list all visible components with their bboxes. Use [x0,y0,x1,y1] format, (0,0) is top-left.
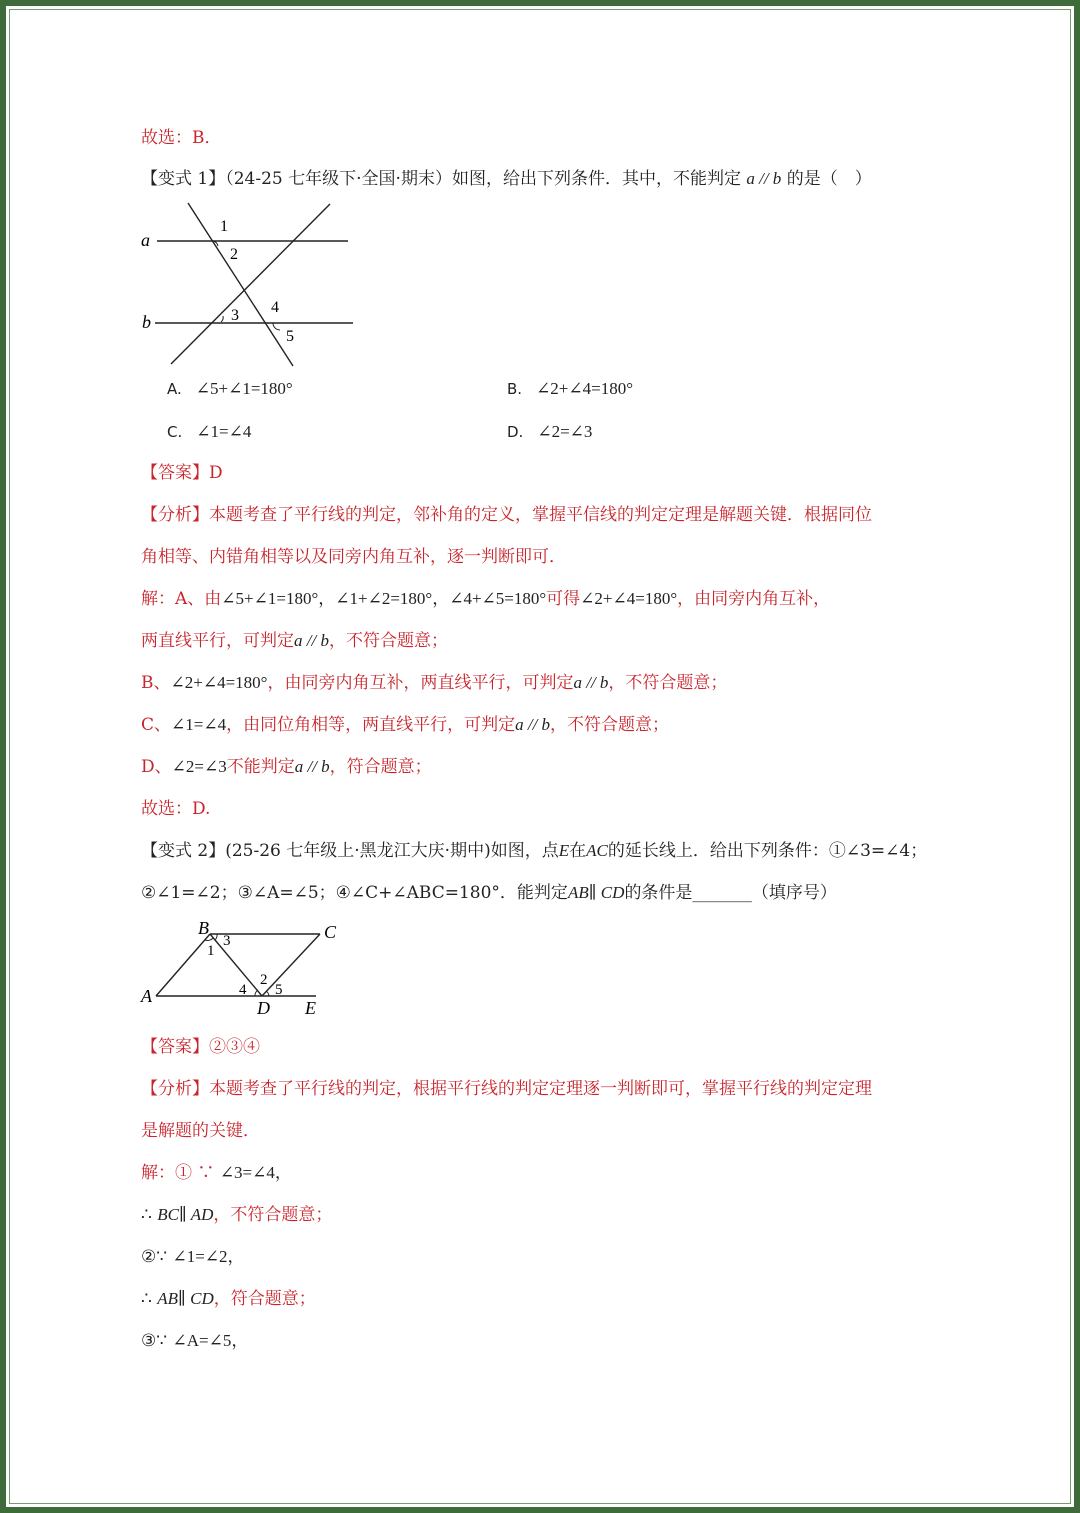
v1-label-2: 2 [230,246,238,263]
v2-label-d: D [257,998,270,1018]
sol-a2-math: a // b [294,631,329,650]
v1-label-3: 3 [231,307,239,324]
v2-analysis-1-text: 【分析】本题考查了平行线的判定，根据平行线的判定定理逐一判断即可，掌握平行线的判定定理 [141,1079,872,1099]
v2-analysis-2-text: 是解题的关键． [141,1121,260,1141]
v2-figure [138,916,348,1020]
v1-choose-text: 故选：D. [141,799,211,819]
v2-segment-bd [210,934,262,996]
option-d-expr: ∠2=∠3 [537,422,593,441]
sol-d-mid: 不能判定 [226,757,295,777]
v1-option-d[interactable] [507,420,592,444]
v2-conditions: ②∠1=∠2；③∠A=∠5；④∠C+∠ABC=180°．能判定 [141,883,568,903]
option-c-expr: ∠1=∠4 [196,422,252,441]
sol-d-math-2: a // b [294,757,330,776]
v1-question-math: a // b [746,169,782,188]
v1-transversal-2 [171,204,330,364]
sol-c-mid: ，由同位角相等，两直线平行，可判定 [226,715,516,735]
v2-point-e: E [558,841,570,860]
v2-label-b: B [198,918,209,938]
v1-figure [135,198,365,370]
sol-b-mid: ，由同旁内角互补，两直线平行，可判定 [267,673,574,693]
v1-answer [141,461,223,485]
option-c-tag: C. [167,423,183,441]
option-d-tag: D. [507,423,524,441]
v1-label-b: b [142,312,151,332]
v2-step-1-prefix: 解：① ∵ [141,1163,220,1183]
v1-arc-3 [221,316,223,322]
v2-step-2-prefix: ∴ [141,1205,158,1225]
v2-step-2-math: BC∥ AD [157,1205,214,1224]
v1-question-tail: 的是（ ） [786,169,872,189]
v2-analysis-2 [141,1119,260,1143]
v2-label-e: E [305,998,316,1018]
sol-a-math-2: ∠2+∠4=180° [580,589,678,608]
sol-d-math: ∠2=∠3 [171,757,227,776]
v1-solution-b [141,671,727,695]
v2-question-math: AB∥ CD [567,883,625,902]
v2-arc-5 [266,991,269,996]
sol-a-mid: 可得 [546,589,581,609]
sol-c-tail: ，不符合题意； [550,715,670,735]
sol-b-prefix: B、 [141,673,171,693]
v2-step-4-math: AB∥ CD [157,1289,214,1308]
v2-arc-3 [215,934,217,940]
sol-b-tail: ，不符合题意； [608,673,728,693]
v2-tag: 【变式 2】 [141,841,226,861]
v2-step-5-tail: ， [231,1331,249,1351]
v1-option-b[interactable] [507,377,633,401]
v1-label-1: 1 [220,218,228,235]
v2-label-1: 1 [207,943,215,959]
sol-b-math: ∠2+∠4=180° [170,673,268,692]
v1-analysis-2-text: 角相等、内错角相等以及同旁内角互补，逐一判断即可． [141,547,566,567]
v2-label-c: C [324,922,337,942]
sol-c-math: ∠1=∠4 [171,715,227,734]
v2-label-5: 5 [275,982,283,998]
v2-step-5-prefix: ③∵ [141,1331,173,1351]
v2-step-2-tail: ，不符合题意； [213,1205,333,1225]
v2-answer-text: 【答案】②③④ [141,1037,260,1057]
v2-segment-ab [156,934,210,996]
v2-step-1-tail: ， [274,1163,292,1183]
v2-step-1 [141,1161,292,1185]
v1-solution-a-1 [141,587,830,611]
v1-solution-d [141,755,432,779]
v1-analysis-1-text: 【分析】本题考查了平行线的判定，邻补角的定义，掌握平信线的判定定理是解题关键．根据同位 [141,505,872,525]
sol-d-tail: ，符合题意； [329,757,432,777]
v2-answer [141,1035,260,1059]
v2-analysis-1 [141,1077,872,1101]
v2-step-3-tail: ， [227,1247,245,1267]
sol-a-math-1: ∠5+∠1=180°，∠1+∠2=180°，∠4+∠5=180° [221,589,547,608]
sol-b-math-2: a // b [573,673,609,692]
v1-label-a: a [141,230,150,250]
v2-step-4 [141,1287,316,1311]
v2-step-5 [141,1329,248,1353]
v1-tag: 【变式 1】 [141,169,226,189]
v2-label-3: 3 [223,933,231,949]
v1-option-c[interactable] [167,420,251,444]
option-b-expr: ∠2+∠4=180° [536,379,634,398]
v2-label-4: 4 [239,982,247,998]
v2-step-2 [141,1203,332,1227]
v2-question-2 [141,881,837,905]
sol-a-prefix: 解：A、由 [141,589,222,609]
v2-question-text: (25-26 七年级上·黑龙江大庆·期中)如图，点 [225,841,559,861]
sol-a-tail: ，由同旁内角互补， [677,589,831,609]
v2-step-1-math: ∠3=∠4 [219,1163,275,1182]
v2-step-3-prefix: ②∵ [141,1247,173,1267]
v2-segment-ac: AC [586,841,608,860]
v1-arc-5 [273,323,280,330]
v2-segment-dc [262,934,320,996]
v1-analysis-1 [141,503,872,527]
option-a-tag: A. [167,380,182,398]
v2-label-a: A [141,986,152,1006]
v2-step-4-prefix: ∴ [141,1289,158,1309]
v1-question [141,167,872,191]
v1-option-a[interactable] [167,377,293,401]
sol-c-prefix: C、 [141,715,172,735]
v1-label-4: 4 [271,299,279,316]
sol-a2-prefix: 两直线平行，可判定 [141,631,294,651]
v2-question-1 [141,839,927,863]
v1-question-text: （24-25 七年级下·全国·期末）如图，给出下列条件．其中，不能判定 [225,169,741,189]
option-b-tag: B. [507,380,523,398]
v1-label-5: 5 [286,328,294,345]
v1-answer-text: 【答案】D [141,463,223,483]
v2-step-3 [141,1245,245,1269]
v2-question-mid: 在 [569,841,587,861]
v2-label-2: 2 [260,972,268,988]
sol-a2-tail: ，不符合题意； [328,631,448,651]
v2-step-5-math: ∠A=∠5 [172,1331,232,1350]
v2-step-4-tail: ，符合题意； [213,1289,316,1309]
v2-arc-4 [255,990,258,996]
v1-solution-c [141,713,669,737]
v1-choose [141,797,210,821]
v2-question-tail: 的延长线上．给出下列条件：①∠3=∠4； [607,841,928,861]
prev-choose-text: 故选：B． [141,128,222,148]
v2-question-blank: 的条件是_______（填序号） [624,883,837,903]
sol-d-prefix: D、 [141,757,172,777]
prev-choose [141,126,222,150]
v1-solution-a-2 [141,629,448,653]
option-a-expr: ∠5+∠1=180° [195,379,293,398]
sol-c-math-2: a // b [515,715,551,734]
v2-step-3-math: ∠1=∠2 [172,1247,228,1266]
v1-analysis-2 [141,545,566,569]
v1-transversal-1 [188,203,293,366]
